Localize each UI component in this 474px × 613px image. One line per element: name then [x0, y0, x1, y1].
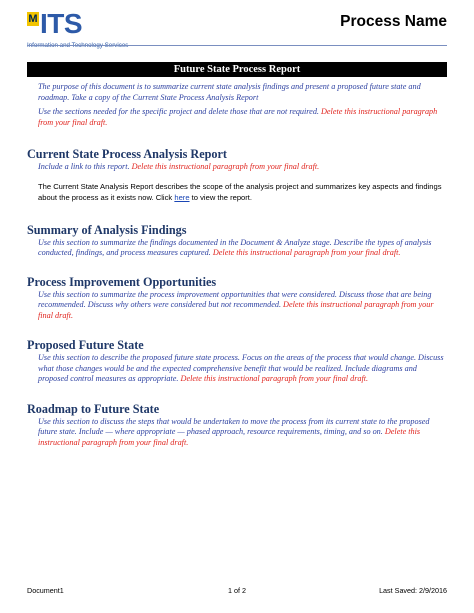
description-text-end: to view the report. [191, 193, 253, 202]
delete-note: Delete this instructional paragraph from your final draft. [212, 248, 401, 257]
intro-instruction-paragraph [38, 107, 449, 128]
section-instruction [38, 238, 449, 259]
section-instruction [38, 353, 449, 385]
section-heading: Process Improvement Opportunities [27, 274, 217, 289]
current-state-description [38, 181, 449, 204]
its-logo-text: ITS [40, 8, 83, 39]
instruction-text: Use this section to describe the proposed future state process. Focus on the areas of the process that would change. Discuss what those changes would be and the expected comprehensive benefit that would be realized. Include diagrams and proposed control measures as appropriate. [38, 353, 444, 383]
instruction-text: Use this section to discuss the steps that would be undertaken to move the process from its current state to the proposed future state. Include — where appropriate — phased approach, resource requirements, timing, and so on. [38, 416, 430, 436]
section-heading: Roadmap to Future State [27, 401, 160, 416]
intro-delete-note: Delete this instructional paragraph from your final draft. [38, 107, 438, 127]
footer-document-name: Document1 [27, 586, 64, 595]
footer-page-number: 1 of 2 [228, 586, 246, 595]
section-heading: Summary of Analysis Findings [27, 222, 187, 237]
section-heading: Proposed Future State [27, 338, 144, 352]
section-instruction [38, 417, 449, 449]
university-m-icon: M [28, 13, 38, 25]
intro-instruction-text: Use the sections needed for the specific project and delete those that are not required. [38, 107, 319, 116]
section-proposed-future-state [27, 338, 449, 385]
intro-purpose-paragraph: The purpose of this document is to summarize current state analysis findings and present a proposed future state and roadmap. Take a copy of the Current State Process Analysis Report [38, 82, 421, 102]
delete-note: Delete this instructional paragraph from your final draft. [180, 374, 369, 383]
delete-note: Delete this instructional paragraph from your final draft. [38, 427, 421, 447]
document-body [27, 80, 449, 448]
document-title: Process Name [340, 13, 447, 30]
delete-note: Delete this instructional paragraph from your final draft. [131, 162, 320, 171]
delete-note: Delete this instructional paragraph from your final draft. [38, 300, 434, 320]
section-improvement-opportunities [27, 275, 449, 322]
section-roadmap [27, 402, 449, 449]
instruction-text: Use this section to summarize the process improvement opportunities that were considered. Discuss those that are being recommended. Discuss why others were considered but not recommended. [38, 289, 432, 309]
description-text: The Current State Analysis Report describes the scope of the analysis project and summarizes key aspects and findings about the process as it exists now. Click [38, 181, 442, 202]
header-divider [27, 45, 447, 46]
its-logo [27, 8, 137, 56]
section-instruction [38, 162, 449, 173]
its-logo-subtext: Information and Technology Services [27, 42, 129, 49]
section-current-state [27, 147, 449, 204]
report-title-banner: Future State Process Report [27, 62, 447, 77]
section-instruction [38, 290, 449, 322]
report-link[interactable]: here [174, 193, 190, 202]
footer-last-saved: Last Saved: 2/9/2016 [379, 586, 447, 595]
instruction-text: Use this section to summarize the findings documented in the Document & Analyze stage. Describe the types of analysis conducted, findings, and process measures captured. [38, 237, 432, 257]
instruction-text: Include a link to this report. [38, 162, 130, 171]
section-summary-findings [27, 223, 449, 259]
section-heading: Current State Process Analysis Report [27, 147, 227, 161]
